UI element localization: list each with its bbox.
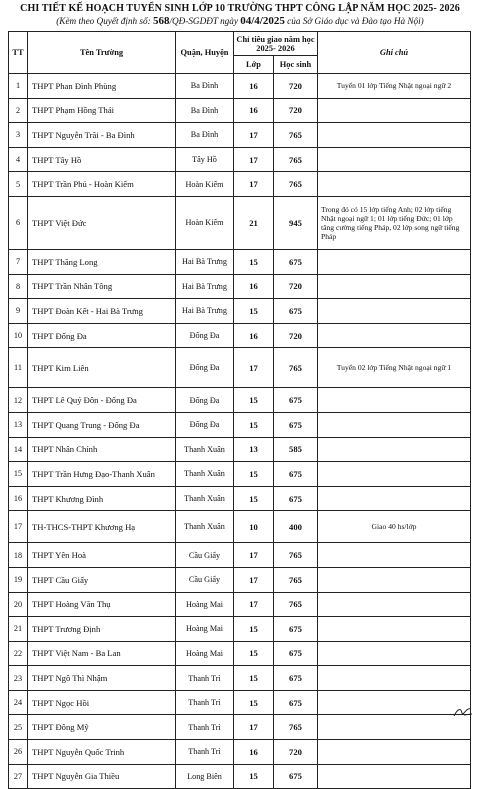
table-row — [9, 511, 471, 543]
row-tt: 10 — [9, 323, 28, 348]
row-district: Hoàng Mai — [176, 592, 234, 617]
row-school: THPT Ngô Thì Nhậm — [28, 666, 176, 691]
table-row — [9, 299, 471, 324]
row-school: THPT Đoàn Kết - Hai Bà Trưng — [28, 299, 176, 324]
row-classes: 17 — [234, 715, 274, 740]
row-students: 945 — [274, 196, 318, 249]
table-row — [9, 172, 471, 197]
row-note — [318, 764, 471, 789]
table-row — [9, 567, 471, 592]
header-quota: Chỉ tiêu giao năm học 2025- 2026 — [234, 32, 318, 56]
row-classes: 13 — [234, 437, 274, 462]
row-classes: 16 — [234, 740, 274, 765]
row-classes: 16 — [234, 74, 274, 99]
row-school: THPT Kim Liên — [28, 348, 176, 388]
table-row — [9, 486, 471, 511]
row-note: Tuyển 02 lớp Tiếng Nhật ngoại ngữ 1 — [318, 348, 471, 388]
row-note: Tuyển 01 lớp Tiếng Nhật ngoại ngữ 2 — [318, 74, 471, 99]
row-tt: 15 — [9, 462, 28, 487]
row-note — [318, 299, 471, 324]
row-students: 765 — [274, 123, 318, 148]
row-students: 585 — [274, 437, 318, 462]
row-classes: 17 — [234, 543, 274, 568]
row-tt: 5 — [9, 172, 28, 197]
row-classes: 21 — [234, 196, 274, 249]
row-district: Hai Bà Trưng — [176, 299, 234, 324]
row-district: Ba Đình — [176, 123, 234, 148]
table-row — [9, 274, 471, 299]
table-row — [9, 147, 471, 172]
header-note: Ghi chú — [318, 32, 471, 74]
row-students: 675 — [274, 462, 318, 487]
row-school: THPT Trần Phú - Hoàn Kiếm — [28, 172, 176, 197]
row-tt: 3 — [9, 123, 28, 148]
row-classes: 15 — [234, 388, 274, 413]
row-note — [318, 462, 471, 487]
row-students: 675 — [274, 388, 318, 413]
table-row — [9, 123, 471, 148]
row-school: THPT Nguyễn Quốc Trinh — [28, 740, 176, 765]
row-tt: 13 — [9, 412, 28, 437]
row-tt: 26 — [9, 740, 28, 765]
row-note — [318, 147, 471, 172]
subtitle-prefix: (Kèm theo Quyết định số: — [56, 16, 151, 26]
header-students: Học sinh — [274, 56, 318, 74]
row-classes: 17 — [234, 567, 274, 592]
row-tt: 21 — [9, 617, 28, 642]
row-students: 765 — [274, 592, 318, 617]
row-district: Cầu Giấy — [176, 567, 234, 592]
row-tt: 17 — [9, 511, 28, 543]
row-students: 720 — [274, 98, 318, 123]
row-school: THPT Quang Trung - Đống Đa — [28, 412, 176, 437]
table-body — [9, 74, 471, 789]
document-title: CHI TIẾT KẾ HOẠCH TUYỂN SINH LỚP 10 TRƯỜNG THPT CÔNG LẬP NĂM HỌC 2025- 2026 — [20, 3, 460, 14]
row-tt: 22 — [9, 641, 28, 666]
header-classes: Lớp — [234, 56, 274, 74]
row-classes: 17 — [234, 147, 274, 172]
row-district: Hai Bà Trưng — [176, 274, 234, 299]
row-note — [318, 98, 471, 123]
row-note — [318, 323, 471, 348]
row-classes: 15 — [234, 486, 274, 511]
table-row — [9, 348, 471, 388]
row-tt: 2 — [9, 98, 28, 123]
row-students: 720 — [274, 74, 318, 99]
table-row — [9, 690, 471, 715]
row-students: 675 — [274, 412, 318, 437]
row-classes: 17 — [234, 123, 274, 148]
row-note — [318, 715, 471, 740]
row-school: THPT Đống Đa — [28, 323, 176, 348]
row-students: 675 — [274, 299, 318, 324]
row-tt: 7 — [9, 249, 28, 274]
row-tt: 9 — [9, 299, 28, 324]
row-students: 765 — [274, 348, 318, 388]
table-row — [9, 74, 471, 99]
row-note — [318, 172, 471, 197]
row-students: 675 — [274, 764, 318, 789]
row-tt: 18 — [9, 543, 28, 568]
row-tt: 24 — [9, 690, 28, 715]
row-note — [318, 641, 471, 666]
row-tt: 14 — [9, 437, 28, 462]
row-district: Đống Đa — [176, 412, 234, 437]
row-school: THPT Trần Nhân Tông — [28, 274, 176, 299]
row-district: Đống Đa — [176, 388, 234, 413]
row-school: THPT Nguyễn Gia Thiều — [28, 764, 176, 789]
row-classes: 15 — [234, 764, 274, 789]
row-school: THPT Hoàng Văn Thụ — [28, 592, 176, 617]
decision-date: 04/4/2025 — [240, 15, 285, 27]
row-note — [318, 543, 471, 568]
row-school: THPT Trần Hưng Đạo-Thanh Xuân — [28, 462, 176, 487]
header-school: Tên Trường — [28, 32, 176, 74]
row-students: 765 — [274, 567, 318, 592]
row-district: Thanh Trì — [176, 690, 234, 715]
header-district: Quận, Huyện — [176, 32, 234, 74]
row-students: 765 — [274, 543, 318, 568]
row-district: Thanh Trì — [176, 740, 234, 765]
row-students: 720 — [274, 740, 318, 765]
row-school: THPT Trương Định — [28, 617, 176, 642]
table-row — [9, 666, 471, 691]
header-tt: TT — [9, 32, 28, 74]
row-district: Thanh Xuân — [176, 437, 234, 462]
row-school: THPT Đông Mỹ — [28, 715, 176, 740]
row-school: THPT Nguyễn Trãi - Ba Đình — [28, 123, 176, 148]
document-subtitle — [0, 15, 480, 27]
row-note — [318, 740, 471, 765]
row-students: 720 — [274, 323, 318, 348]
row-district: Thanh Xuân — [176, 462, 234, 487]
row-classes: 16 — [234, 323, 274, 348]
row-note — [318, 486, 471, 511]
row-classes: 15 — [234, 299, 274, 324]
row-district: Thanh Trì — [176, 666, 234, 691]
row-district: Hoàn Kiếm — [176, 196, 234, 249]
row-tt: 16 — [9, 486, 28, 511]
row-students: 675 — [274, 617, 318, 642]
table-row — [9, 617, 471, 642]
row-note — [318, 274, 471, 299]
row-district: Long Biên — [176, 764, 234, 789]
table-row — [9, 323, 471, 348]
row-students: 675 — [274, 666, 318, 691]
row-classes: 17 — [234, 172, 274, 197]
row-district: Hoàn Kiếm — [176, 172, 234, 197]
row-school: THPT Lê Quý Đôn - Đống Đa — [28, 388, 176, 413]
row-tt: 19 — [9, 567, 28, 592]
signature-mark-icon — [452, 705, 474, 719]
row-district: Ba Đình — [176, 74, 234, 99]
row-district: Hai Bà Trưng — [176, 249, 234, 274]
row-district: Thanh Xuân — [176, 486, 234, 511]
decision-number: 568 — [152, 15, 170, 27]
row-tt: 20 — [9, 592, 28, 617]
row-classes: 15 — [234, 462, 274, 487]
row-students: 765 — [274, 715, 318, 740]
row-tt: 6 — [9, 196, 28, 249]
row-students: 675 — [274, 690, 318, 715]
row-school: THPT Phan Đình Phùng — [28, 74, 176, 99]
table-row — [9, 715, 471, 740]
row-classes: 10 — [234, 511, 274, 543]
row-note — [318, 690, 471, 715]
table-row — [9, 641, 471, 666]
table-row — [9, 543, 471, 568]
row-tt: 1 — [9, 74, 28, 99]
row-school: THPT Tây Hồ — [28, 147, 176, 172]
row-note — [318, 249, 471, 274]
row-students: 765 — [274, 147, 318, 172]
row-students: 400 — [274, 511, 318, 543]
table-row — [9, 98, 471, 123]
row-tt: 11 — [9, 348, 28, 388]
row-school: THPT Yên Hoà — [28, 543, 176, 568]
row-school: THPT Thăng Long — [28, 249, 176, 274]
row-note: Giao 40 hs/lớp — [318, 511, 471, 543]
row-school: THPT Cầu Giấy — [28, 567, 176, 592]
table-row — [9, 388, 471, 413]
row-classes: 15 — [234, 249, 274, 274]
row-tt: 23 — [9, 666, 28, 691]
row-tt: 25 — [9, 715, 28, 740]
row-school: THPT Nhân Chính — [28, 437, 176, 462]
row-district: Thanh Xuân — [176, 511, 234, 543]
row-school: THPT Việt Đức — [28, 196, 176, 249]
row-classes: 15 — [234, 617, 274, 642]
row-district: Hoàng Mai — [176, 641, 234, 666]
row-note — [318, 388, 471, 413]
row-district: Đống Đa — [176, 348, 234, 388]
row-district: Thanh Trì — [176, 715, 234, 740]
row-students: 720 — [274, 274, 318, 299]
row-district: Ba Đình — [176, 98, 234, 123]
table-row — [9, 249, 471, 274]
row-note — [318, 617, 471, 642]
row-students: 675 — [274, 641, 318, 666]
row-district: Hoàng Mai — [176, 617, 234, 642]
row-school: TH-THCS-THPT Khương Hạ — [28, 511, 176, 543]
row-school: THPT Ngọc Hồi — [28, 690, 176, 715]
row-classes: 17 — [234, 348, 274, 388]
row-district: Cầu Giấy — [176, 543, 234, 568]
admission-plan-table — [8, 31, 471, 789]
row-note — [318, 666, 471, 691]
subtitle-suffix: của Sở Giáo dục và Đào tạo Hà Nội) — [287, 16, 424, 26]
row-note — [318, 592, 471, 617]
row-note: Trong đó có 15 lớp tiếng Anh; 02 lớp tiếng Nhật ngoại ngữ 1; 01 lớp tiếng Đức; 01 lớp tăng cường tiếng Pháp, 02 lớp song ngữ tiếng Pháp — [318, 196, 471, 249]
row-school: THPT Khương Đình — [28, 486, 176, 511]
row-note — [318, 567, 471, 592]
row-note — [318, 437, 471, 462]
row-classes: 16 — [234, 274, 274, 299]
row-note — [318, 412, 471, 437]
row-school: THPT Phạm Hồng Thái — [28, 98, 176, 123]
table-row — [9, 592, 471, 617]
row-classes: 17 — [234, 592, 274, 617]
row-classes: 15 — [234, 412, 274, 437]
row-classes: 15 — [234, 690, 274, 715]
table-row — [9, 437, 471, 462]
row-classes: 15 — [234, 666, 274, 691]
table-row — [9, 412, 471, 437]
row-tt: 4 — [9, 147, 28, 172]
row-students: 675 — [274, 249, 318, 274]
row-district: Tây Hồ — [176, 147, 234, 172]
row-classes: 15 — [234, 641, 274, 666]
row-tt: 27 — [9, 764, 28, 789]
table-row — [9, 462, 471, 487]
subtitle-mid: /QĐ-SGDĐT ngày — [169, 16, 238, 26]
row-school: THPT Việt Nam - Ba Lan — [28, 641, 176, 666]
table-row — [9, 764, 471, 789]
table-row — [9, 740, 471, 765]
row-students: 675 — [274, 486, 318, 511]
row-classes: 16 — [234, 98, 274, 123]
row-tt: 12 — [9, 388, 28, 413]
row-tt: 8 — [9, 274, 28, 299]
table-row — [9, 196, 471, 249]
row-note — [318, 123, 471, 148]
row-district: Đống Đa — [176, 323, 234, 348]
row-students: 765 — [274, 172, 318, 197]
